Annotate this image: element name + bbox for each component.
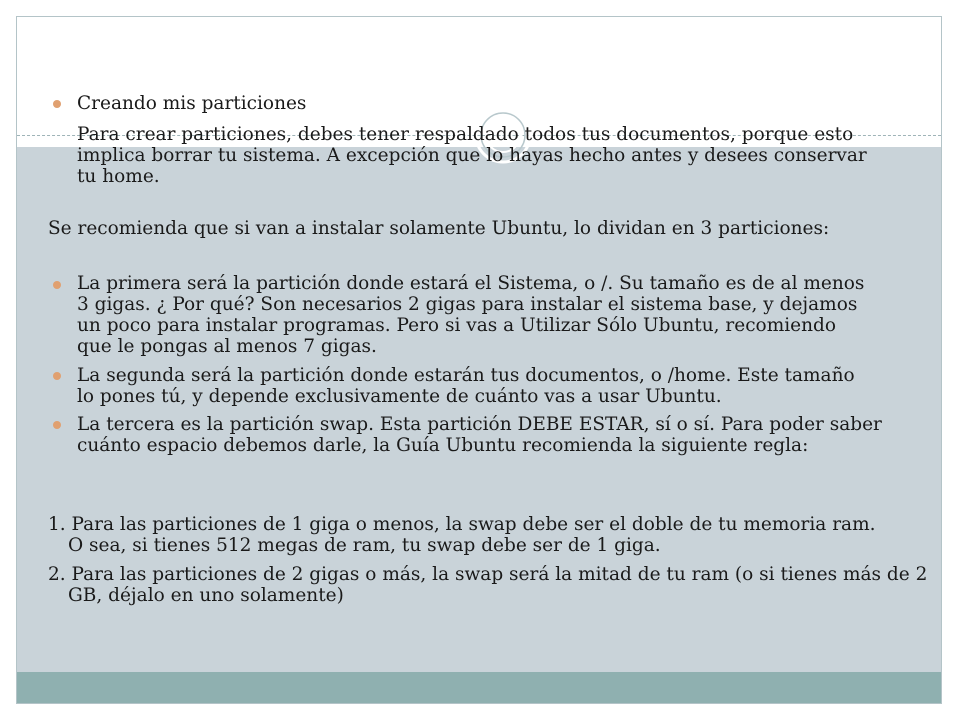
slide-heading: Creando mis particiones xyxy=(77,93,307,114)
partition-item-1: La primera será la partición donde estará el Sistema, o /. Su tamaño es de al menos 3 gigas. ¿ Por qué? Son necesarios 2 gigas para instalar el sistema base, y dejamos un poco para instalar programas. Pero si vas a Utilizar Sólo Ubuntu, recomiendo que le pongas al menos 7 gigas. xyxy=(77,273,865,357)
bullet-icon xyxy=(53,100,61,108)
partition-item-3: La tercera es la partición swap. Esta partición DEBE ESTAR, sí o sí. Para poder saber cuánto espacio debemos darle, la Guía Ubuntu recomienda la siguiente regla: xyxy=(77,414,882,456)
bullet-icon xyxy=(53,281,61,289)
partition-item-2: La segunda será la partición donde estarán tus documentos, o /home. Este tamaño lo pones tú, y depende exclusivamente de cuánto vas a usar Ubuntu. xyxy=(77,365,855,407)
bullet-icon xyxy=(53,421,61,429)
rule-item-2: 2. Para las particiones de 2 gigas o más, la swap será la mitad de tu ram (o si tienes más de 2 GB, déjalo en uno solamente) xyxy=(48,564,928,606)
intro-paragraph: Para crear particiones, debes tener respaldado todos tus documentos, porque esto implica borrar tu sistema. A excepción que lo hayas hecho antes y desees conservar tu home. xyxy=(77,124,867,187)
recommendation-text: Se recomienda que si van a instalar solamente Ubuntu, lo dividan en 3 particiones: xyxy=(48,218,830,239)
rule-item-1: 1. Para las particiones de 1 giga o menos, la swap debe ser el doble de tu memoria ram. O sea, si tienes 512 megas de ram, tu swap debe ser de 1 giga. xyxy=(48,514,876,556)
bullet-icon xyxy=(53,372,61,380)
